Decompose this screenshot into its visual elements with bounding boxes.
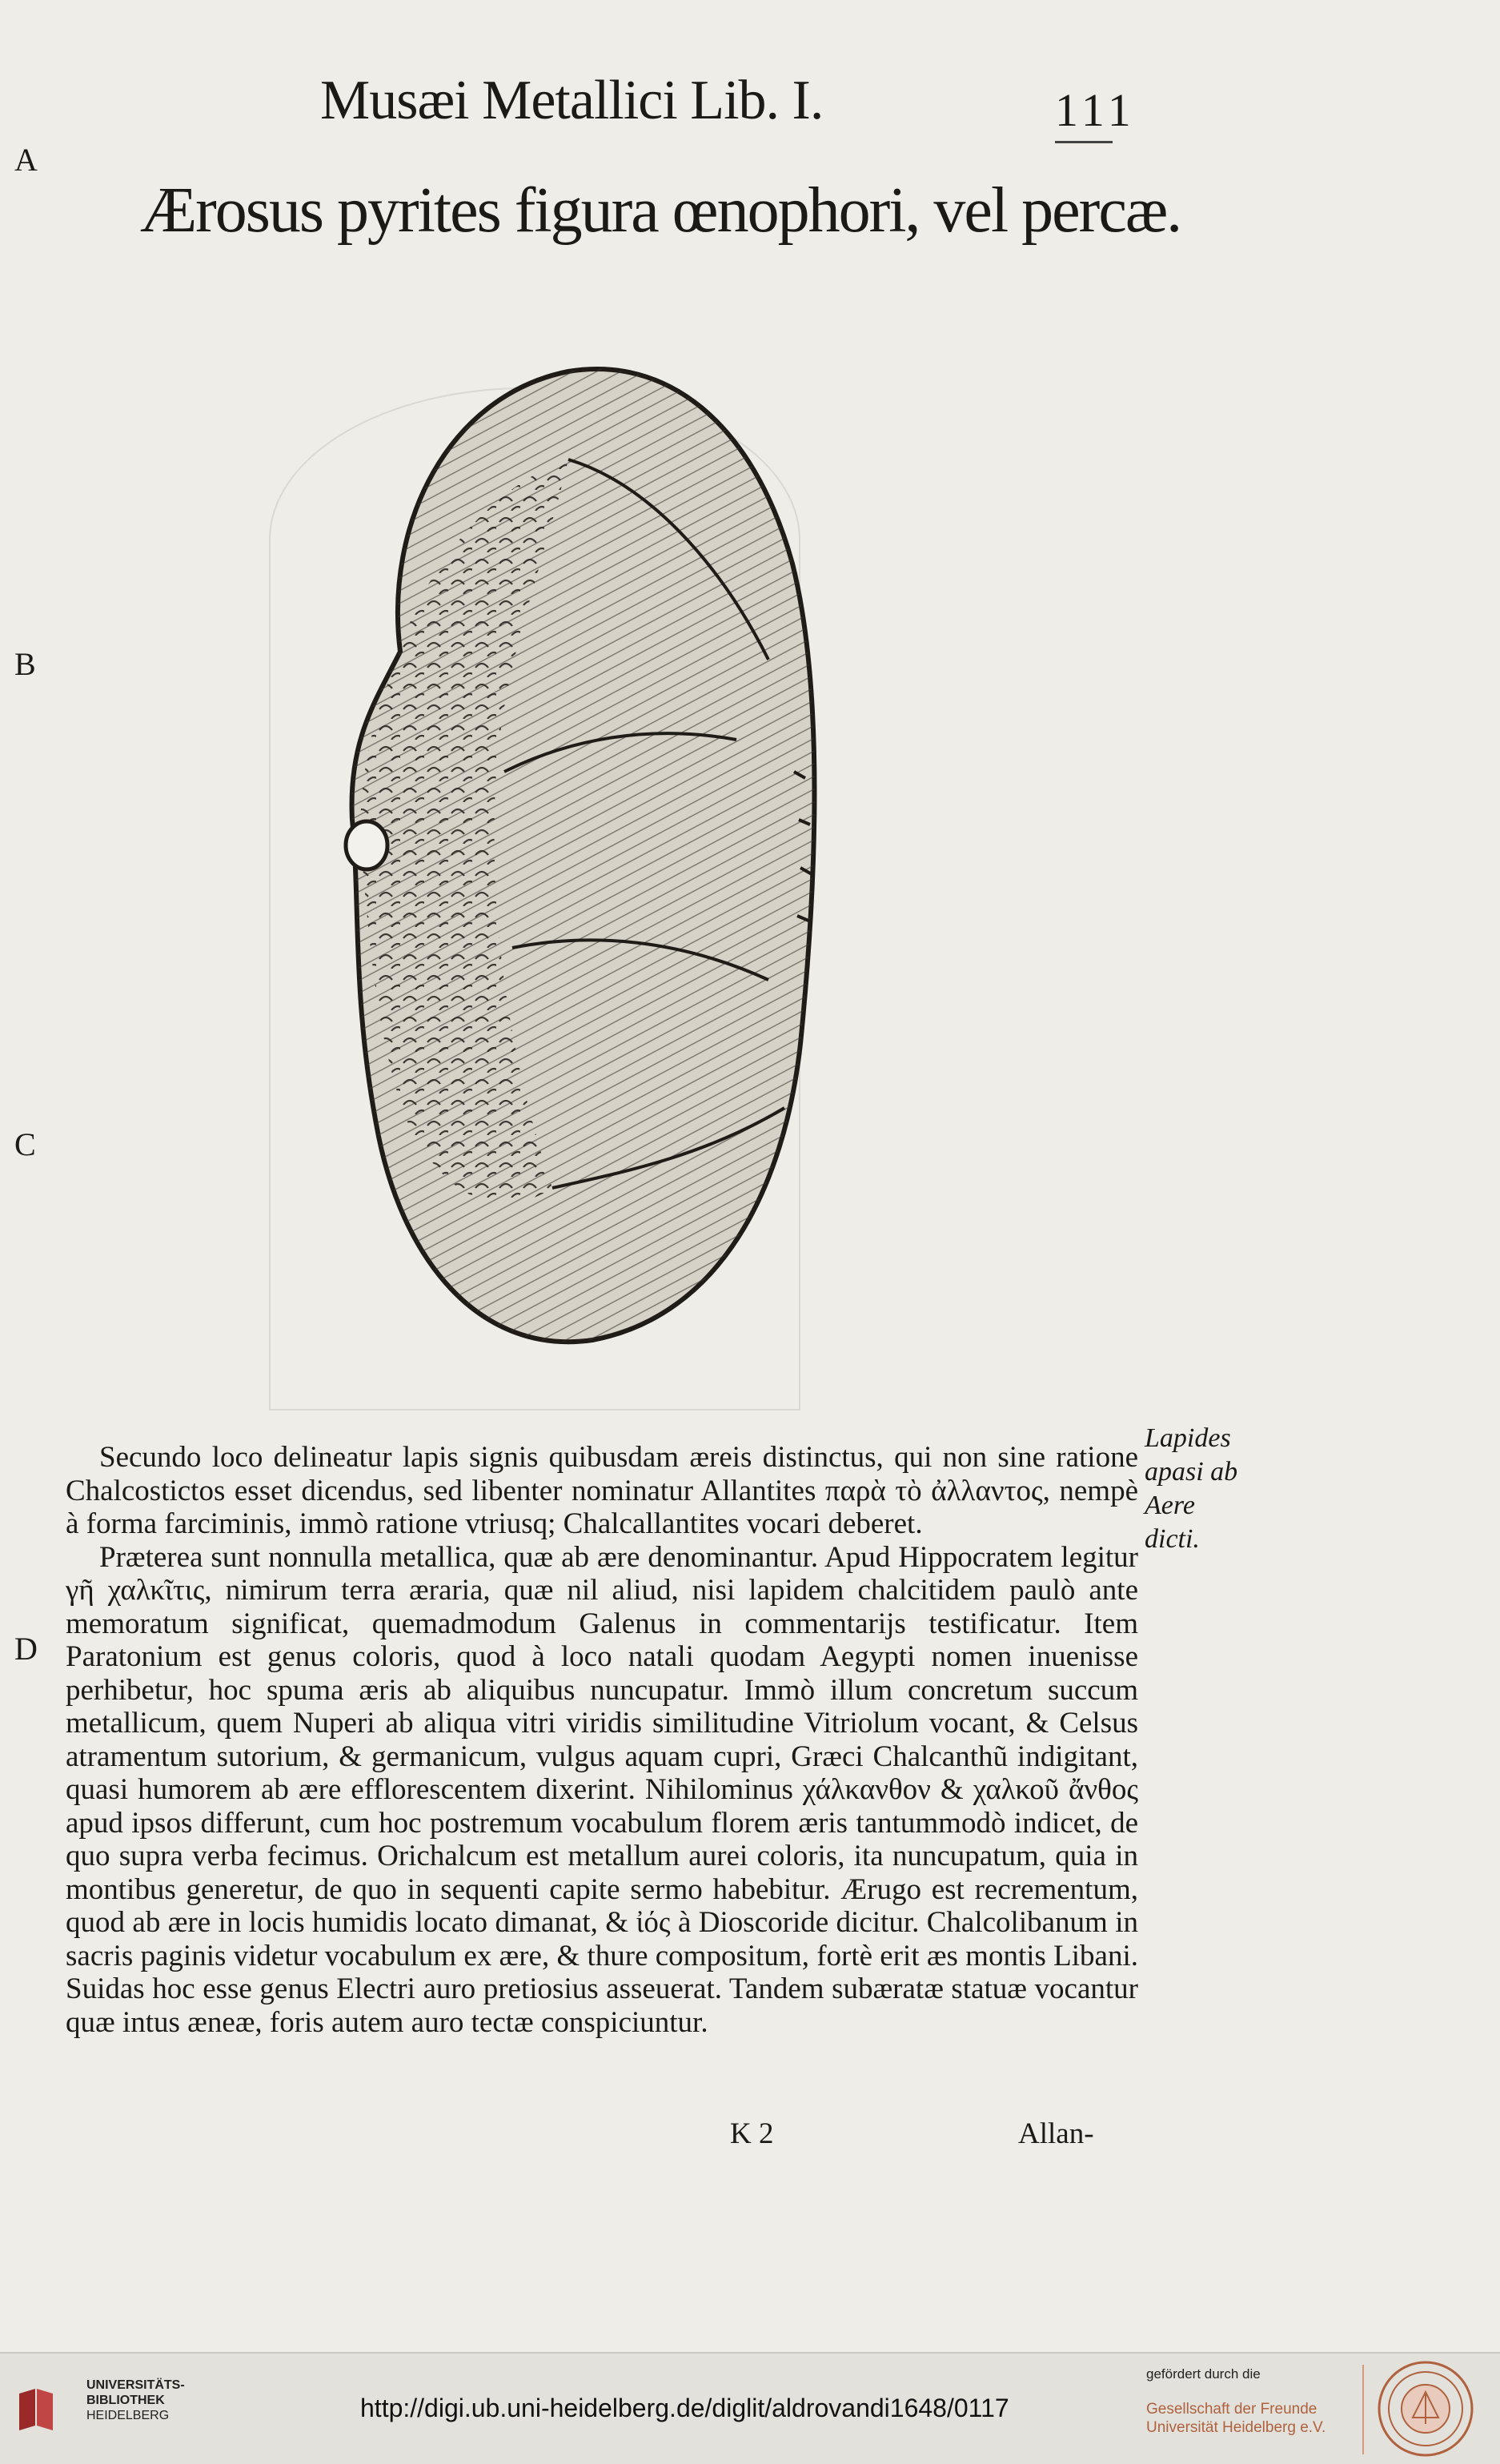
- library-name-line: HEIDELBERG: [86, 2409, 170, 2422]
- margin-letter-d: D: [14, 1631, 38, 1667]
- body-paragraph: Secundo loco delineatur lapis signis quibusdam æreis distinctus, qui non sine ratione Chalcostictos esset dicendus, sed libenter nominatur Allantites παρὰ τὸ ἀλλαντος, nempè à forma farciminis, immò ratione vtriusq; Chalcallantites vocari deberet.: [66, 1441, 1138, 1540]
- page-number: 111: [1055, 84, 1136, 136]
- university-seal-icon: [1377, 2360, 1474, 2458]
- margin-letter-c: C: [14, 1126, 36, 1162]
- page-number-rule: [1055, 141, 1113, 143]
- library-name-line: BIBLIOTHEK: [86, 2394, 165, 2407]
- permalink-url[interactable]: http://digi.ub.uni-heidelberg.de/diglit/aldrovandi1648/0117: [360, 2394, 1009, 2422]
- marginal-note-line: apasi ab: [1145, 1457, 1238, 1487]
- body-text: [66, 1441, 1138, 2039]
- margin-letter-b: B: [14, 646, 36, 682]
- sponsor-divider: [1362, 2365, 1364, 2454]
- library-logo-icon: [14, 2386, 58, 2432]
- sponsor-label: gefördert durch die: [1146, 2366, 1261, 2382]
- marginal-note-line: Lapides: [1145, 1423, 1231, 1453]
- sponsor-name-line: Universität Heidelberg e.V.: [1146, 2419, 1326, 2436]
- marginal-note: [1145, 1422, 1305, 1556]
- sponsor-name-line: Gesellschaft der Freunde: [1146, 2401, 1318, 2418]
- pyrites-stone-woodcut-icon: [304, 323, 864, 1388]
- body-paragraph: Præterea sunt nonnulla metallica, quæ ab ære denominantur. Apud Hippocratem legitur γῆ χαλκῖτις, nimirum terra æraria, quæ nil aliud, nisi lapidem chalcitidem paulò ante memoratum significat, quemadmodum Galenus in commentarijs testificatur. Item Paratonium est genus coloris, quod à loco natali quodam Aegypti nomen inuenisse perhibetur, hoc spuma æris ab aliquibus nuncupatur. Immò illum concretum succum metallicum, quem Nuperi ab aliqua vitri viridis similitudine Vitriolum vocant, & Celsus atramentum sutorium, & germanicum, vulgus aquam cupri, Græci Chalcanthũ indigitant, quasi humorem ab ære efflorescentem dixerint. Nihilominus χάλκανθον & χαλκοῦ ἄνθος apud ipsos differunt, cum hoc postremum vocabulum florem æris tantummodò indicet, de quo supra verba fecimus. Orichalcum est metallum aurei coloris, ita nuncupatum, quia in montibus generetur, de quo in sequenti capite sermo habebitur. Ærugo est recrementum, quod ab ære in locis humidis locato dimanat, & ἰός à Dioscoride dicitur. Chalcolibanum in sacris paginis videtur vocabulum ex ære, & thure compositum, fortè erit æs montis Libani. Suidas hoc esse genus Electri auro pretiosius asseuerat. Tandem subæratæ statuæ vocantur quæ intus æneæ, foris autem auro tectæ conspiciuntur.: [66, 1540, 1138, 2039]
- marginal-note-line: dicti.: [1145, 1524, 1200, 1554]
- figure-caption-title: Ærosus pyrites figura œnophori, vel percæ.: [140, 175, 1181, 246]
- catchword: Allan-: [1018, 2117, 1094, 2150]
- viewer-footer: [0, 2352, 1500, 2464]
- sponsor-name: [1146, 2400, 1326, 2437]
- signature-mark: K 2: [730, 2117, 774, 2150]
- marginal-note-line: Aere: [1145, 1491, 1195, 1520]
- running-header: Musæi Metallici Lib. I.: [320, 70, 824, 131]
- library-name: [86, 2378, 185, 2423]
- margin-letter-a: A: [14, 142, 38, 178]
- library-name-line: UNIVERSITÄTS-: [86, 2378, 185, 2392]
